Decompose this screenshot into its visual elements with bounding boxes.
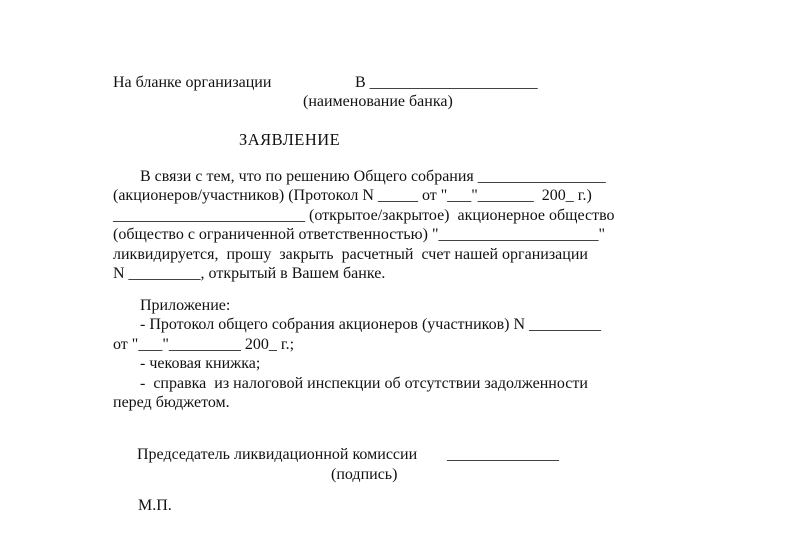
body-line: (акционеров/участников) (Протокол N _____ от "___"_______ 200_ г.) bbox=[113, 187, 592, 205]
attachment-heading: Приложение: bbox=[140, 297, 231, 314]
signature-role: Председатель ликвидационной комиссии bbox=[137, 446, 418, 463]
attachment-line: - справка из налоговой инспекции об отсутствии задолженности bbox=[140, 374, 588, 392]
letterhead-note: На бланке организации bbox=[113, 74, 272, 91]
signature-caption: (подпись) bbox=[331, 466, 398, 483]
body-line: (общество с ограниченной ответственностью) "____________________" bbox=[113, 226, 605, 244]
body-line: ________________________ (открытое/закрытое) акционерное общество bbox=[113, 206, 615, 224]
bank-name-blank-line: В _____________________ bbox=[355, 74, 538, 91]
bank-name-caption: (наименование банка) bbox=[303, 93, 453, 110]
document-title: ЗАЯВЛЕНИЕ bbox=[239, 130, 341, 149]
attachment-line: - Протокол общего собрания акционеров (участников) N _________ bbox=[140, 316, 602, 334]
body-line: ликвидируется, прошу закрыть расчетный счет нашей организации bbox=[113, 245, 588, 263]
attachment-line: - чековая книжка; bbox=[140, 355, 261, 373]
attachment-line: от "___"_________ 200_ г.; bbox=[113, 335, 295, 353]
body-paragraph bbox=[113, 167, 653, 283]
body-line: В связи с тем, что по решению Общего собрания ________________ bbox=[140, 168, 606, 185]
attachment-section bbox=[113, 296, 653, 412]
attachment-line: перед бюджетом. bbox=[113, 393, 230, 411]
signature-blank-line: ______________ bbox=[447, 446, 559, 463]
body-line: N _________, открытый в Вашем банке. bbox=[113, 264, 386, 282]
stamp-placeholder: М.П. bbox=[138, 497, 172, 514]
